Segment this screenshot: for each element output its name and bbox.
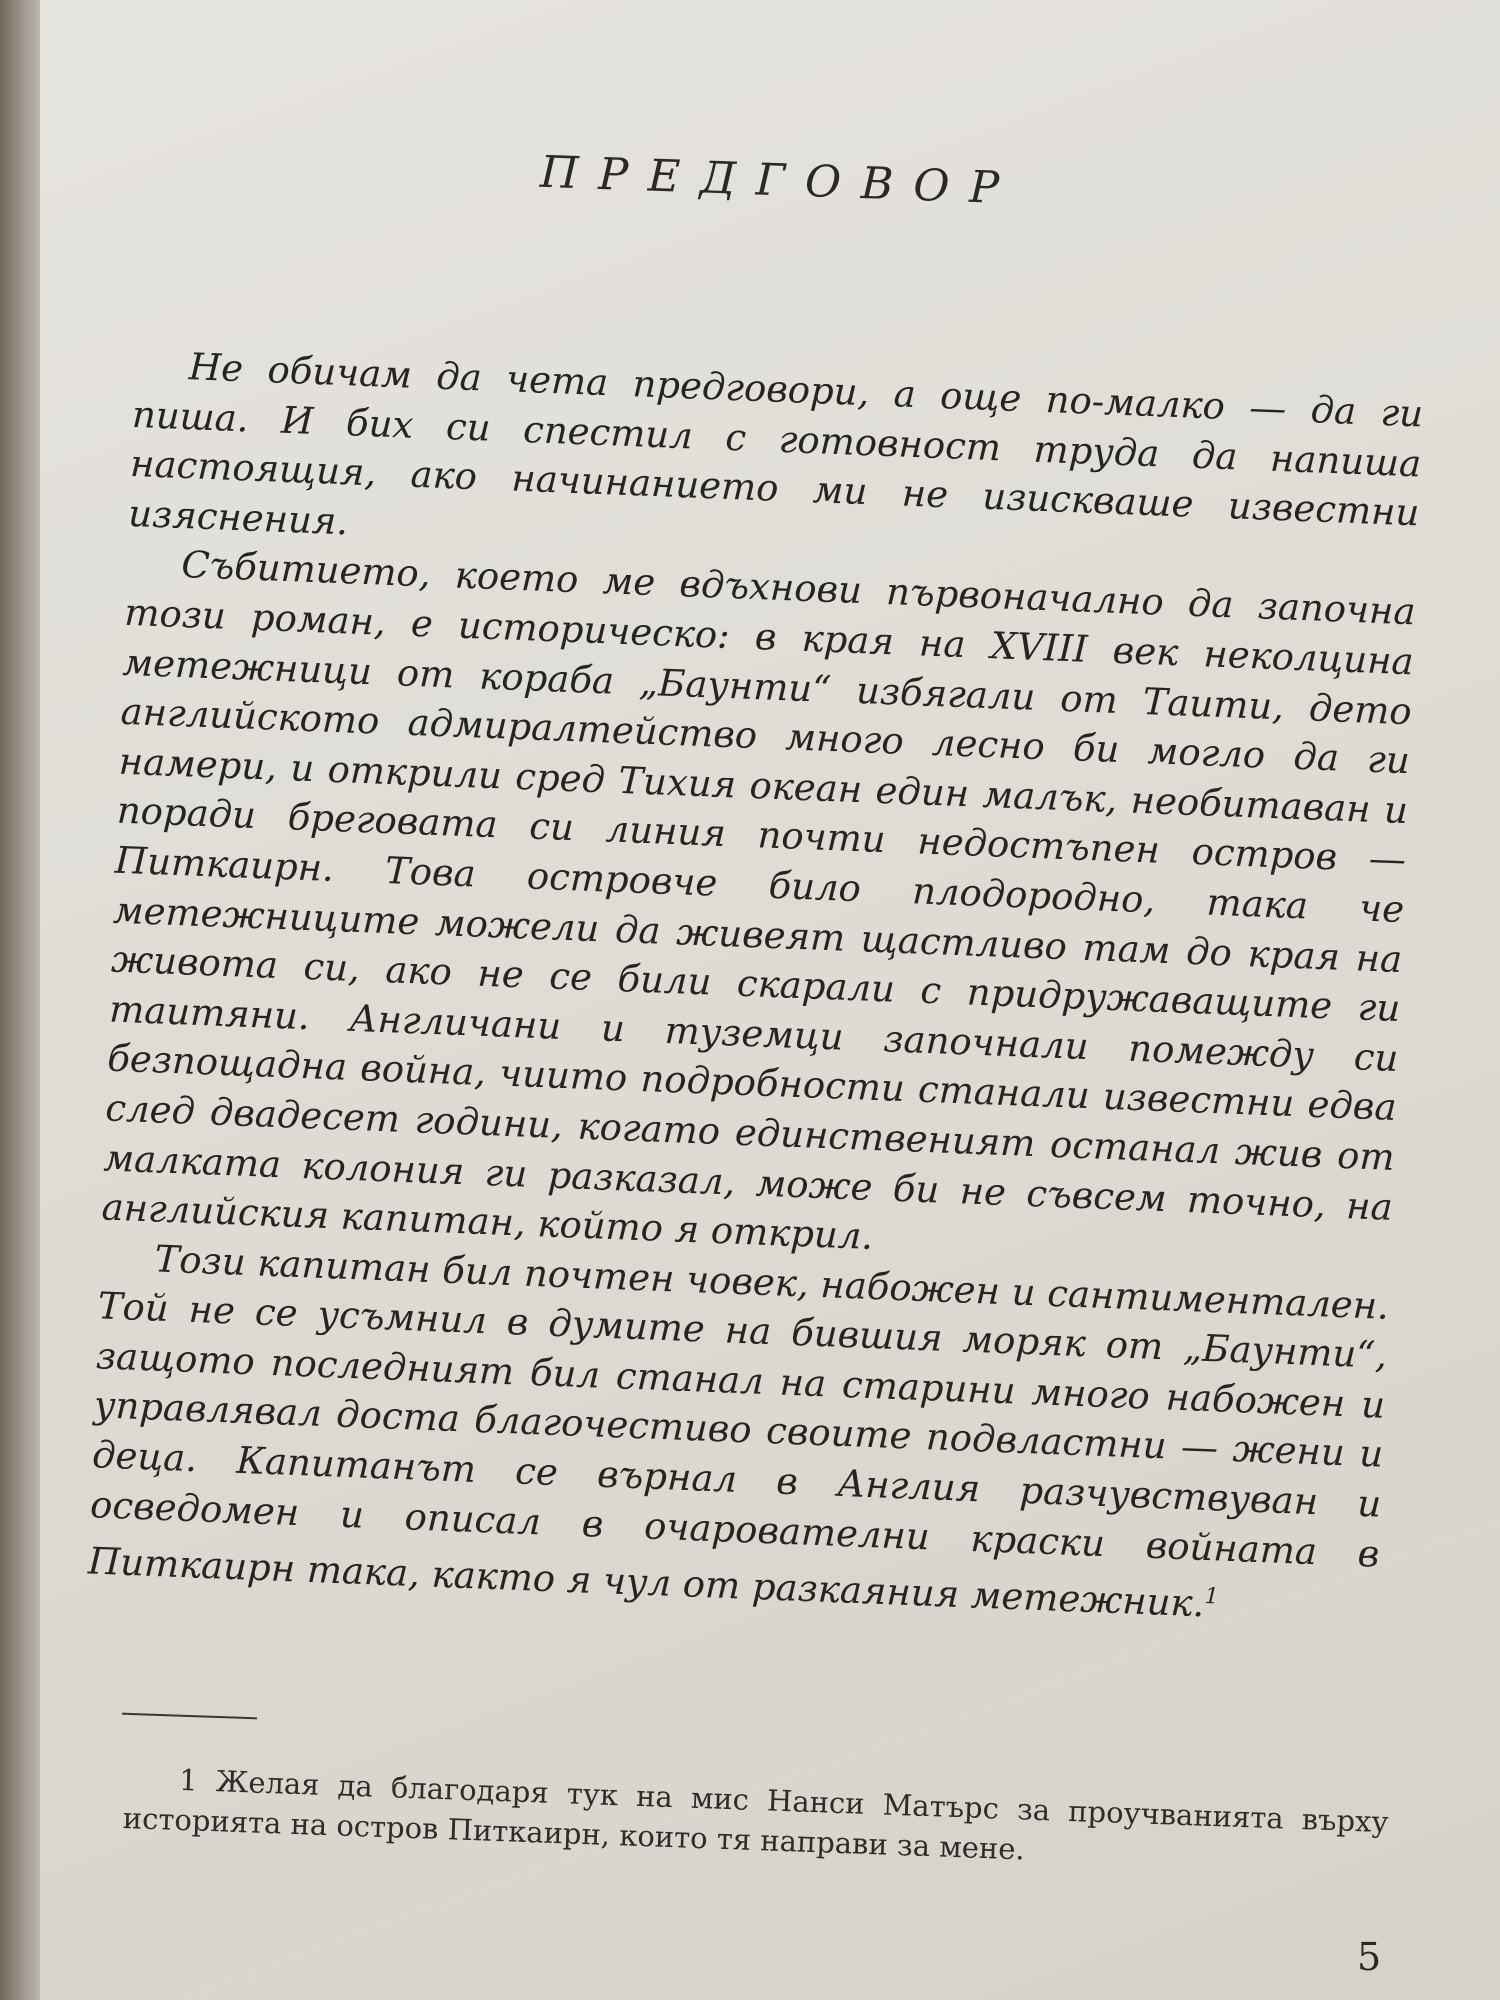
paragraph-1: Не обичам да чета предговори, а още по-малко — да ги пиша. И бих си спестил с готовност труда да напиша настоящия, ако начинанието ми не изискваше известни изяснения. (127, 345, 1424, 544)
paragraph-3-text: Този капитан бил почтен човек, набожен и сантиментален. Той не се усъмнил в думите на бившия моряк от „Баунти“, защото последният бил станал на старини много набожен и управлявал доста благочестиво своите подвластни — жени и деца. Капитанът се върнал в Англия разчувствуван и осведомен и описал в очарователни краски войната в Питкаирн така, както я чул от разкаяния метежник. (87, 1237, 1390, 1626)
page-title: ПРЕДГОВОР (539, 146, 1020, 215)
paragraph-3 (87, 1232, 1390, 1636)
body-text (87, 340, 1424, 1636)
footnote-number: 1 (178, 1762, 199, 1798)
paragraph-2: Събитието, което ме вдъхнови първоначално да започна този роман, е историческо: в края на XVIII век неколцина метежници от кораба „Баунти“ избягали от Таити, дето английското адмиралтейство много лесно би могло да ги намери, и открили сред Тихия океан един малък, необитаван и поради бреговата си линия почти недостъпен остров — Питкаирн. Това островче било плодородно, така че метежниците можели да живеят щастливо там до края на живота си, ако не се били скарали с придружаващите ги таитяни. Англичани и туземци започнали помежду си безпощадна война, чиито подробности станали известни едва след двадесет години, когато единственият останал жив от малката колония ги разказал, може би не съвсем точно, на английския капитан, който я открил. (100, 543, 1417, 1259)
book-page (40, 0, 1500, 2000)
footnote (122, 1758, 1389, 1882)
footnote-text: Желая да благодаря тук на мис Нанси Матърс за проучванията върху историята на остров Питкаирн, които тя направи за мене. (122, 1764, 1390, 1867)
footnote-divider (122, 1713, 257, 1720)
footnote-reference: 1 (1204, 1583, 1220, 1610)
page-number: 5 (1357, 1935, 1382, 1979)
